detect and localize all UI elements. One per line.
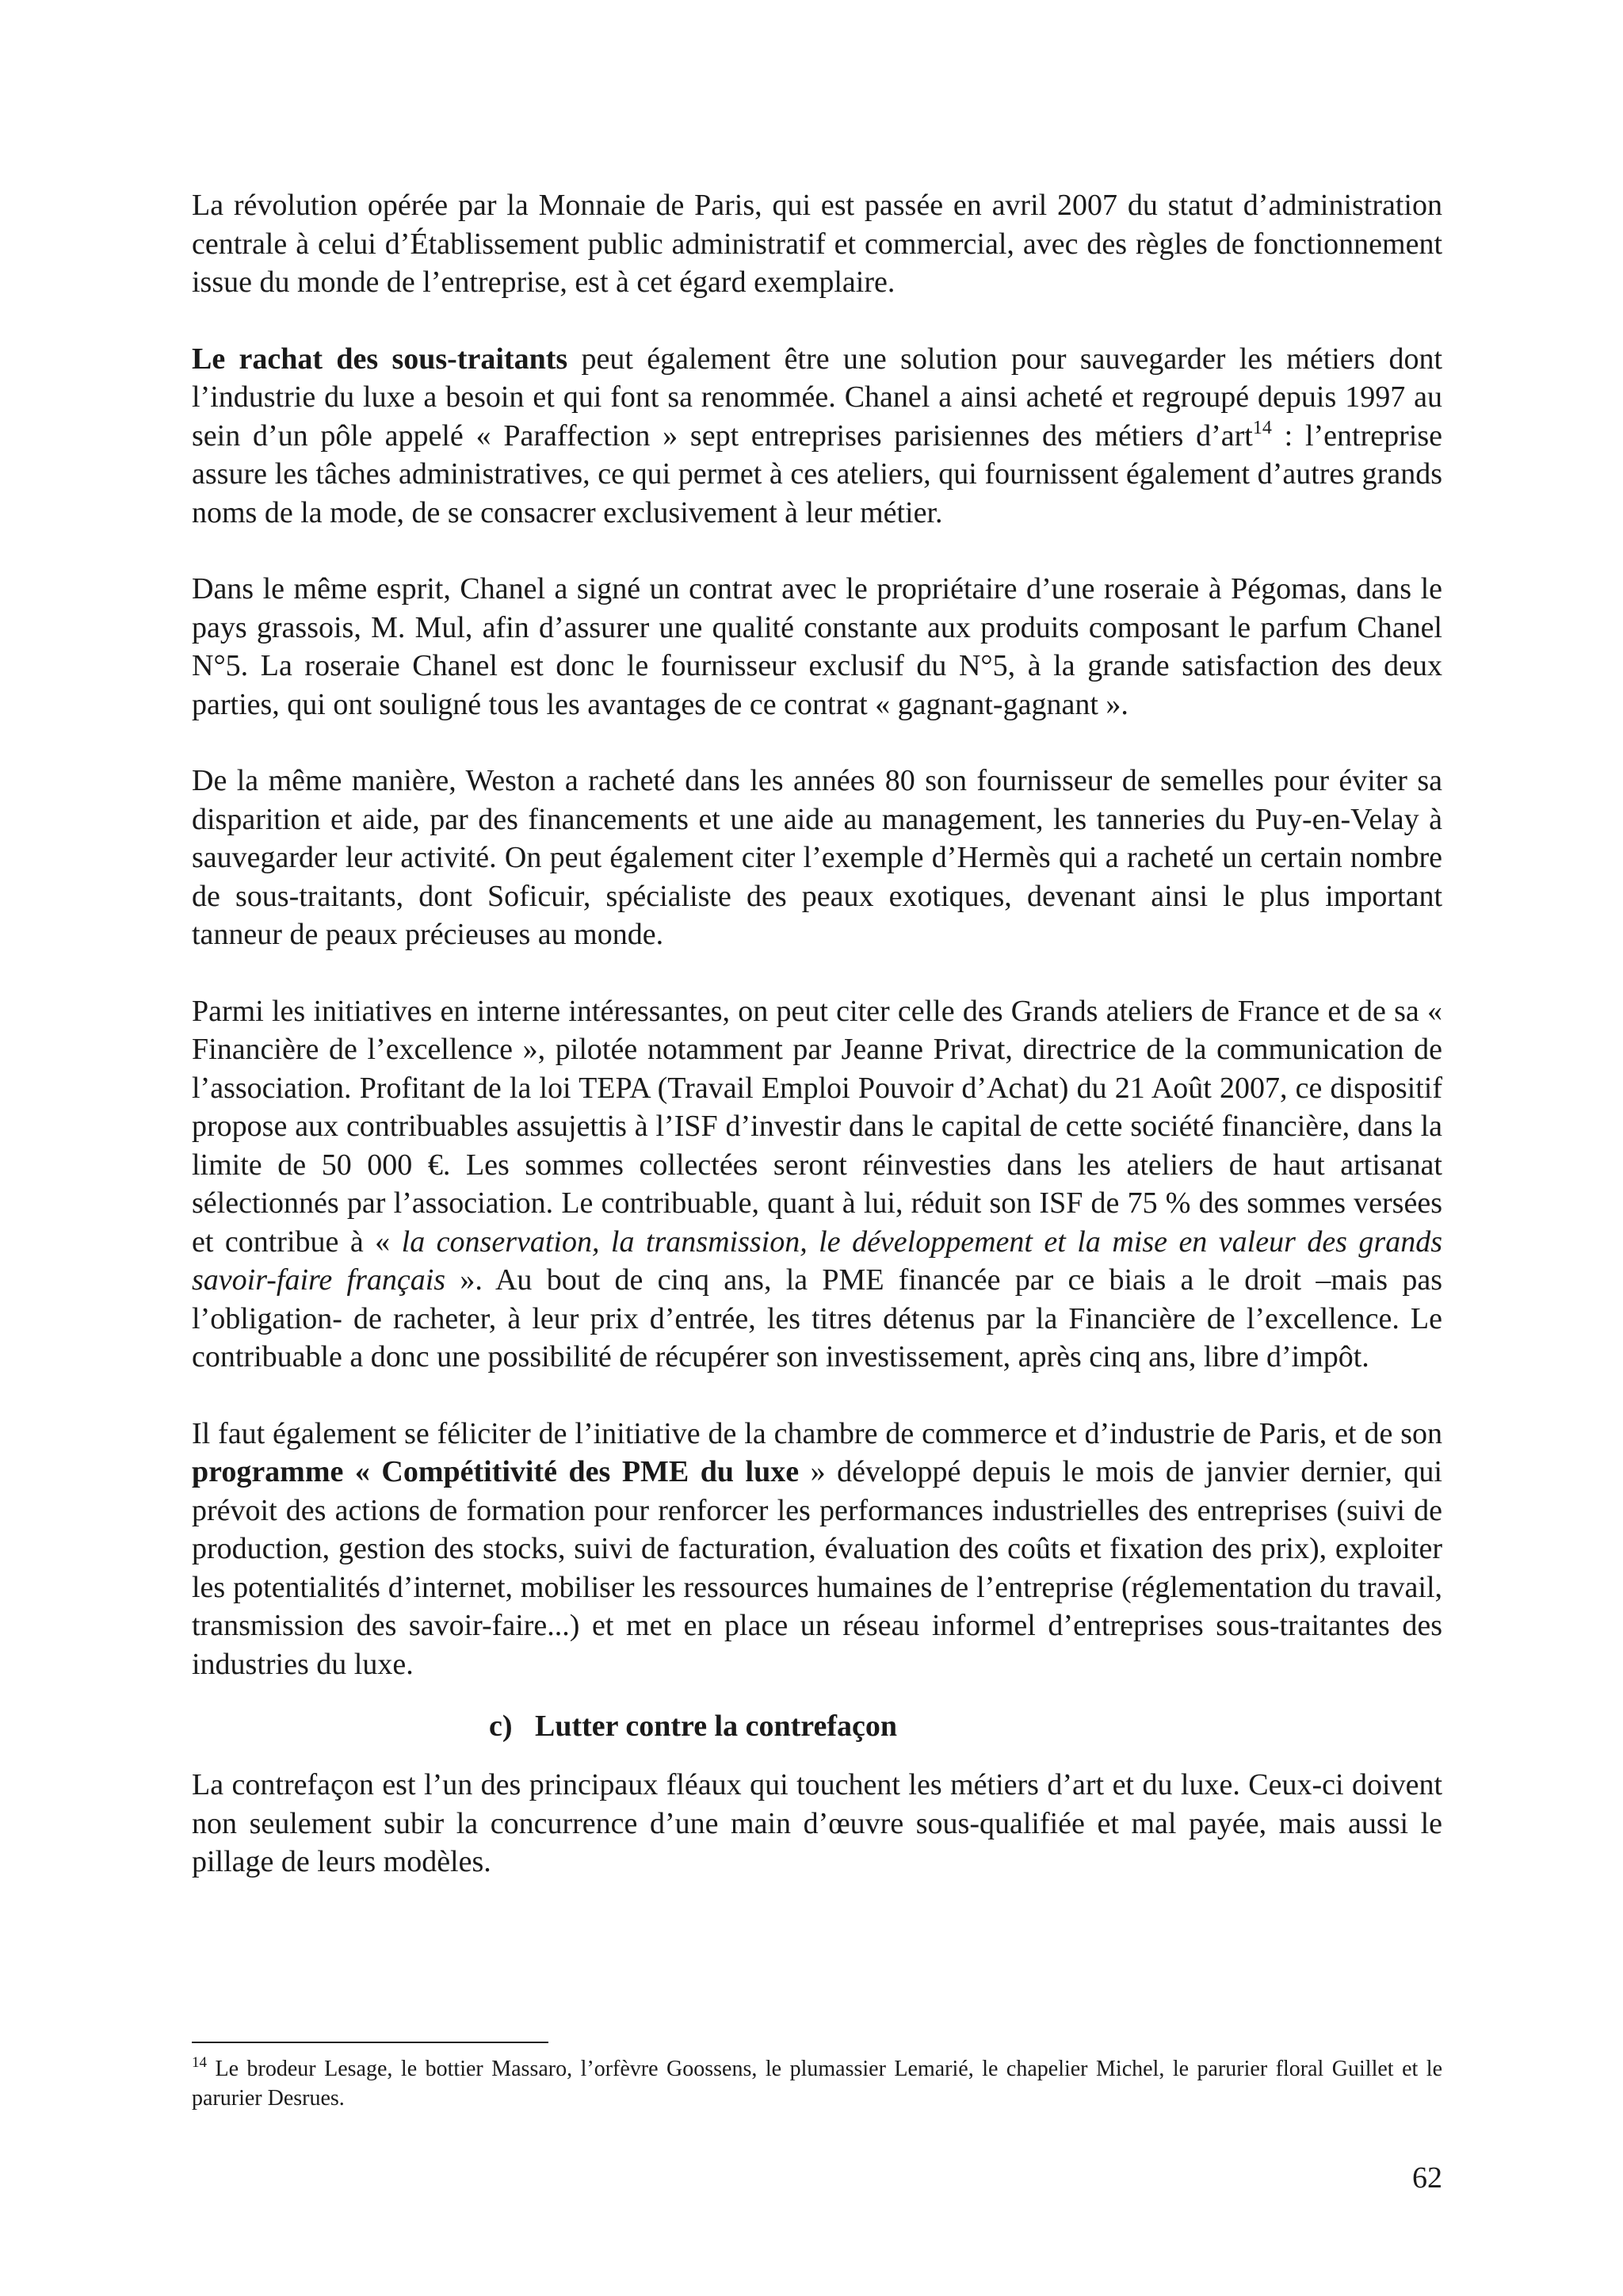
page-number: 62: [1412, 2161, 1442, 2195]
paragraph-text: : l’entreprise assure les tâches administratives, ce qui permet à ces ateliers, qui fournissent également d’autres grands noms de la mode, de se consacrer exclusivement à leur métier.: [192, 418, 1442, 529]
paragraph-text: Il faut également se féliciter de l’initiative de la chambre de commerce et d’industrie de Paris, et de son: [192, 1416, 1442, 1450]
paragraph-cci-paris: [192, 1415, 1442, 1684]
footnote: [192, 2054, 1442, 2113]
paragraph-grands-ateliers: [192, 992, 1442, 1377]
paragraph-weston-hermes: De la même manière, Weston a racheté dans les années 80 son fournisseur de semelles pour éviter sa disparition et aide, par des financements et une aide au management, les tanneries du Puy-en-Velay à sauvegarder leur activité. On peut également citer l’exemple d’Hermès qui a racheté un certain nombre de sous-traitants, dont Soficuir, spécialiste des peaux exotiques, devenant ainsi le plus important tanneur de peaux précieuses au monde.: [192, 764, 1442, 951]
section-heading: c) Lutter contre la contrefaçon: [489, 1710, 897, 1743]
bold-rachat-sous-traitants: Le rachat des sous-traitants: [192, 342, 568, 376]
paragraph-contrefacon: La contrefaçon est l’un des principaux fléaux qui touchent les métiers d’art et du luxe. Ceux-ci doivent non seulement subir la concurrence d’une main d’œuvre sous-qualifiée et mal payée, mais aussi le pillage de leurs modèles.: [192, 1768, 1442, 1878]
footnote-divider: [192, 2042, 548, 2043]
paragraph-text: Parmi les initiatives en interne intéressantes, on peut citer celle des Grands ateliers de France et de sa « Financière de l’excellence », pilotée notamment par Jeanne Privat, directrice de la communication de l’association. Profitant de la loi TEPA (Travail Emploi Pouvoir d’Achat) du 21 Août 2007, ce dispositif propose aux contribuables assujettis à l’ISF d’investir dans le capital de cette société financière, dans la limite de 50 000 €. Les sommes collectées seront réinvesties dans les ateliers de haut artisanat sélectionnés par l’association. Le contribuable, quant à lui, réduit son ISF de 75 % des sommes versées et contribue à «: [192, 994, 1442, 1259]
paragraph-text: peut également être une solution pour sauvegarder les métiers dont l’industrie du luxe a besoin et qui font sa renommée. Chanel a ainsi acheté et regroupé depuis 1997 au sein d’un pôle appelé « Paraffection » sept entreprises parisiennes des métiers d’art: [192, 342, 1442, 453]
italic-quote: la conservation, la transmission, le développement et la mise en valeur des grands savoir-faire français: [192, 1224, 1443, 1297]
bold-programme-competitivite: programme « Compétitivité des PME du luxe: [192, 1455, 800, 1488]
footnote-text: Le brodeur Lesage, le bottier Massaro, l’orfèvre Goossens, le plumassier Lemarié, le chapelier Michel, le parurier floral Guillet et le parurier Desrues.: [192, 2057, 1442, 2111]
page-body: [192, 186, 1442, 1920]
footnote-reference[interactable]: 14: [1252, 417, 1272, 438]
paragraph-text: » développé depuis le mois de janvier dernier, qui prévoit des actions de formation pour renforcer les performances industrielles des entreprises (suivi de production, gestion des stocks, suivi de facturation, évaluation des coûts et fixation des prix), exploiter les potentialités d’internet, mobiliser les ressources humaines de l’entreprise (réglementation du travail, transmission des savoir-faire...) et met en place un réseau informel d’entreprises sous-traitantes des industries du luxe.: [192, 1455, 1442, 1681]
paragraph-roseraie-chanel: Dans le même esprit, Chanel a signé un contrat avec le propriétaire d’une roseraie à Pégomas, dans le pays grassois, M. Mul, afin d’assurer une qualité constante aux produits composant le parfum Chanel N°5. La roseraie Chanel est donc le fournisseur exclusif du N°5, à la grande satisfaction des deux parties, qui ont souligné tous les avantages de ce contrat « gagnant-gagnant ».: [192, 572, 1442, 721]
paragraph-monnaie-de-paris: La révolution opérée par la Monnaie de Paris, qui est passée en avril 2007 du statut d’administration centrale à celui d’Établissement public administratif et commercial, avec des règles de fonctionnement issue du monde de l’entreprise, est à cet égard exemplaire.: [192, 189, 1442, 299]
paragraph-text: ». Au bout de cinq ans, la PME financée par ce biais a le droit –mais pas l’obligation- de racheter, à leur prix d’entrée, les titres détenus par la Financière de l’excellence. Le contribuable a donc une possibilité de récupérer son investissement, après cinq ans, libre d’impôt.: [192, 1263, 1443, 1373]
footnote-number: 14: [192, 2054, 207, 2071]
paragraph-rachat-sous-traitants: [192, 340, 1442, 533]
